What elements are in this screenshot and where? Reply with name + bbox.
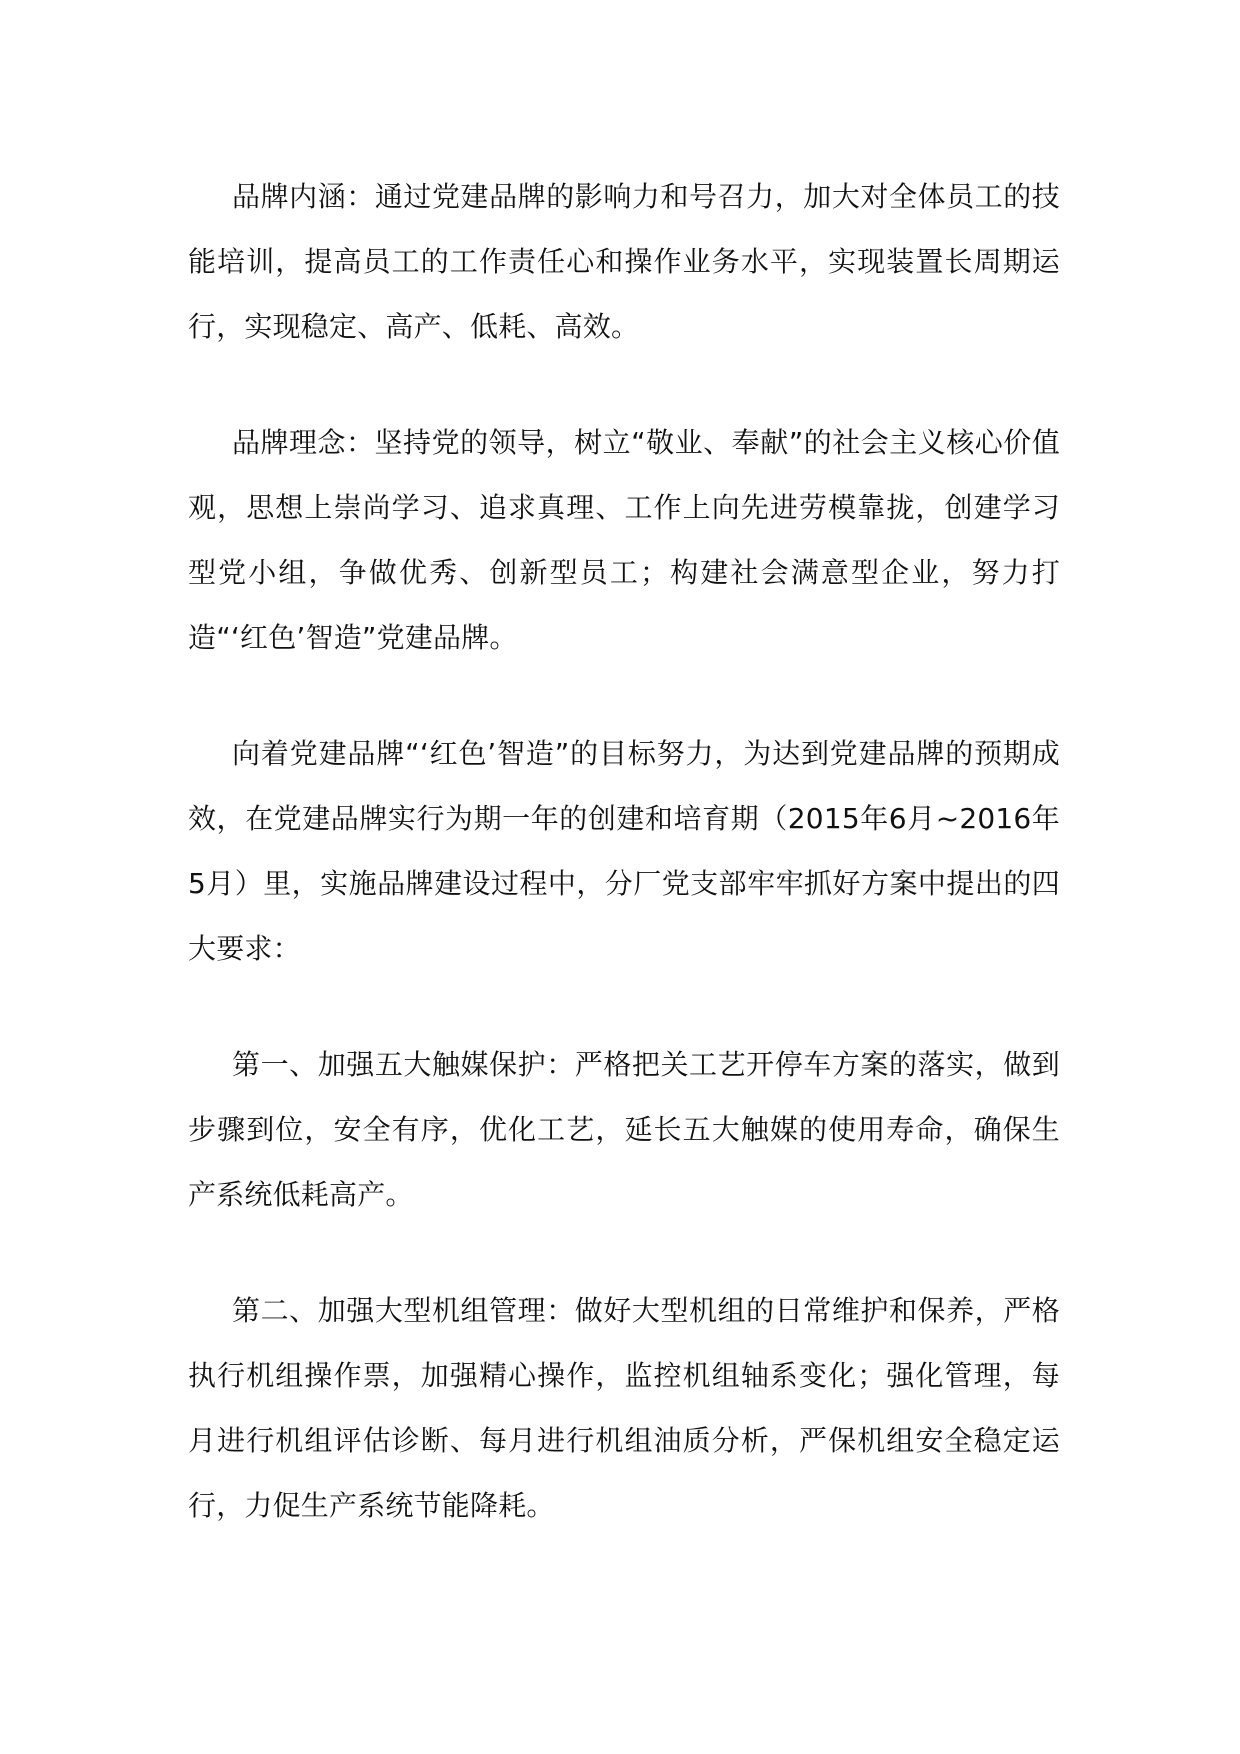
paragraph-brand-philosophy: 品牌理念：坚持党的领导，树立“敬业、奉献”的社会主义核心价值观，思想上崇尚学习、追求真理、工作上向先进劳模靠拢，创建学习型党小组，争做优秀、创新型员工；构建社会满意型企业，努力打造“‘红色’智造”党建品牌。 — [188, 426, 1060, 654]
paragraph-requirement-one: 第一、加强五大触媒保护：严格把关工艺开停车方案的落实，做到步骤到位，安全有序，优化工艺，延长五大触媒的使用寿命，确保生产系统低耗高产。 — [188, 1048, 1060, 1211]
paragraph-requirement-two: 第二、加强大型机组管理：做好大型机组的日常维护和保养，严格执行机组操作票，加强精心操作，监控机组轴系变化；强化管理，每月进行机组评估诊断、每月进行机组油质分析，严保机组安全稳定运行，力促生产系统节能降耗。 — [188, 1294, 1060, 1522]
paragraph-brand-goal: 向着党建品牌“‘红色’智造”的目标努力，为达到党建品牌的预期成效，在党建品牌实行为期一年的创建和培育期（2015年6月~2016年5月）里，实施品牌建设过程中，分厂党支部牢牢抓好方案中提出的四大要求： — [188, 737, 1060, 965]
paragraph-brand-connotation: 品牌内涵：通过党建品牌的影响力和号召力，加大对全体员工的技能培训，提高员工的工作责任心和操作业务水平，实现装置长周期运行，实现稳定、高产、低耗、高效。 — [188, 180, 1060, 343]
document-body — [188, 164, 1060, 1589]
